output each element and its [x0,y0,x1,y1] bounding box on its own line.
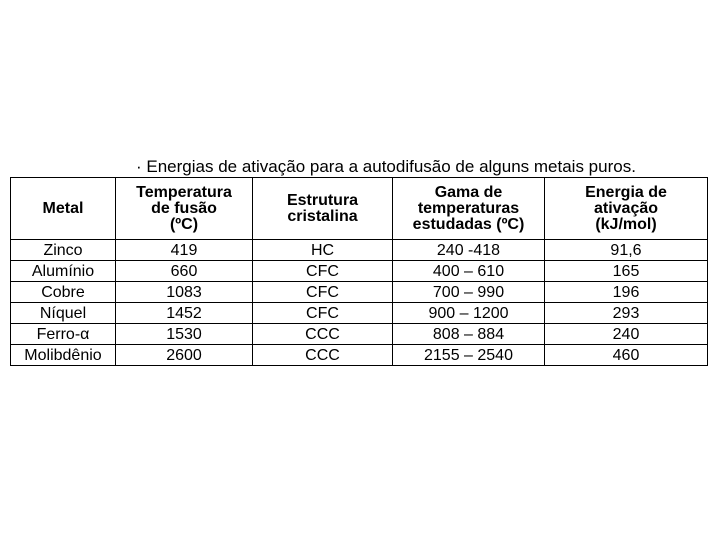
cell-activation-energy: 196 [545,282,708,303]
cell-temperature-range: 700 – 990 [393,282,545,303]
header-metal: Metal [11,178,116,240]
cell-activation-energy: 460 [545,345,708,366]
cell-temperature-range: 808 – 884 [393,324,545,345]
cell-melting-temperature: 1083 [116,282,253,303]
cell-metal: Zinco [11,240,116,261]
table-row [11,324,708,345]
cell-metal: Alumínio [11,261,116,282]
cell-crystal-structure: CFC [253,303,393,324]
cell-crystal-structure: CFC [253,261,393,282]
cell-metal: Ferro-α [11,324,116,345]
cell-temperature-range: 2155 – 2540 [393,345,545,366]
table-caption: · Energias de ativação para a autodifusão de alguns metais puros. [136,157,636,176]
activation-energy-table [10,177,708,366]
cell-temperature-range: 240 -418 [393,240,545,261]
table-row [11,345,708,366]
cell-temperature-range: 900 – 1200 [393,303,545,324]
table-row [11,303,708,324]
cell-melting-temperature: 1530 [116,324,253,345]
cell-metal: Molibdênio [11,345,116,366]
cell-melting-temperature: 2600 [116,345,253,366]
cell-metal: Cobre [11,282,116,303]
cell-activation-energy: 240 [545,324,708,345]
table-row [11,261,708,282]
cell-crystal-structure: CCC [253,345,393,366]
header-temperature-range: Gama de temperaturas estudadas (ºC) [393,178,545,240]
table-row [11,240,708,261]
cell-activation-energy: 91,6 [545,240,708,261]
cell-melting-temperature: 1452 [116,303,253,324]
cell-crystal-structure: CCC [253,324,393,345]
cell-melting-temperature: 419 [116,240,253,261]
cell-crystal-structure: CFC [253,282,393,303]
header-activation-energy: Energia de ativação (kJ/mol) [545,178,708,240]
table-row [11,282,708,303]
cell-melting-temperature: 660 [116,261,253,282]
cell-crystal-structure: HC [253,240,393,261]
header-crystal-structure: Estrutura cristalina [253,178,393,240]
cell-activation-energy: 165 [545,261,708,282]
header-melting-temperature: Temperatura de fusão (ºC) [116,178,253,240]
header-row [11,178,708,240]
cell-temperature-range: 400 – 610 [393,261,545,282]
cell-activation-energy: 293 [545,303,708,324]
cell-metal: Níquel [11,303,116,324]
